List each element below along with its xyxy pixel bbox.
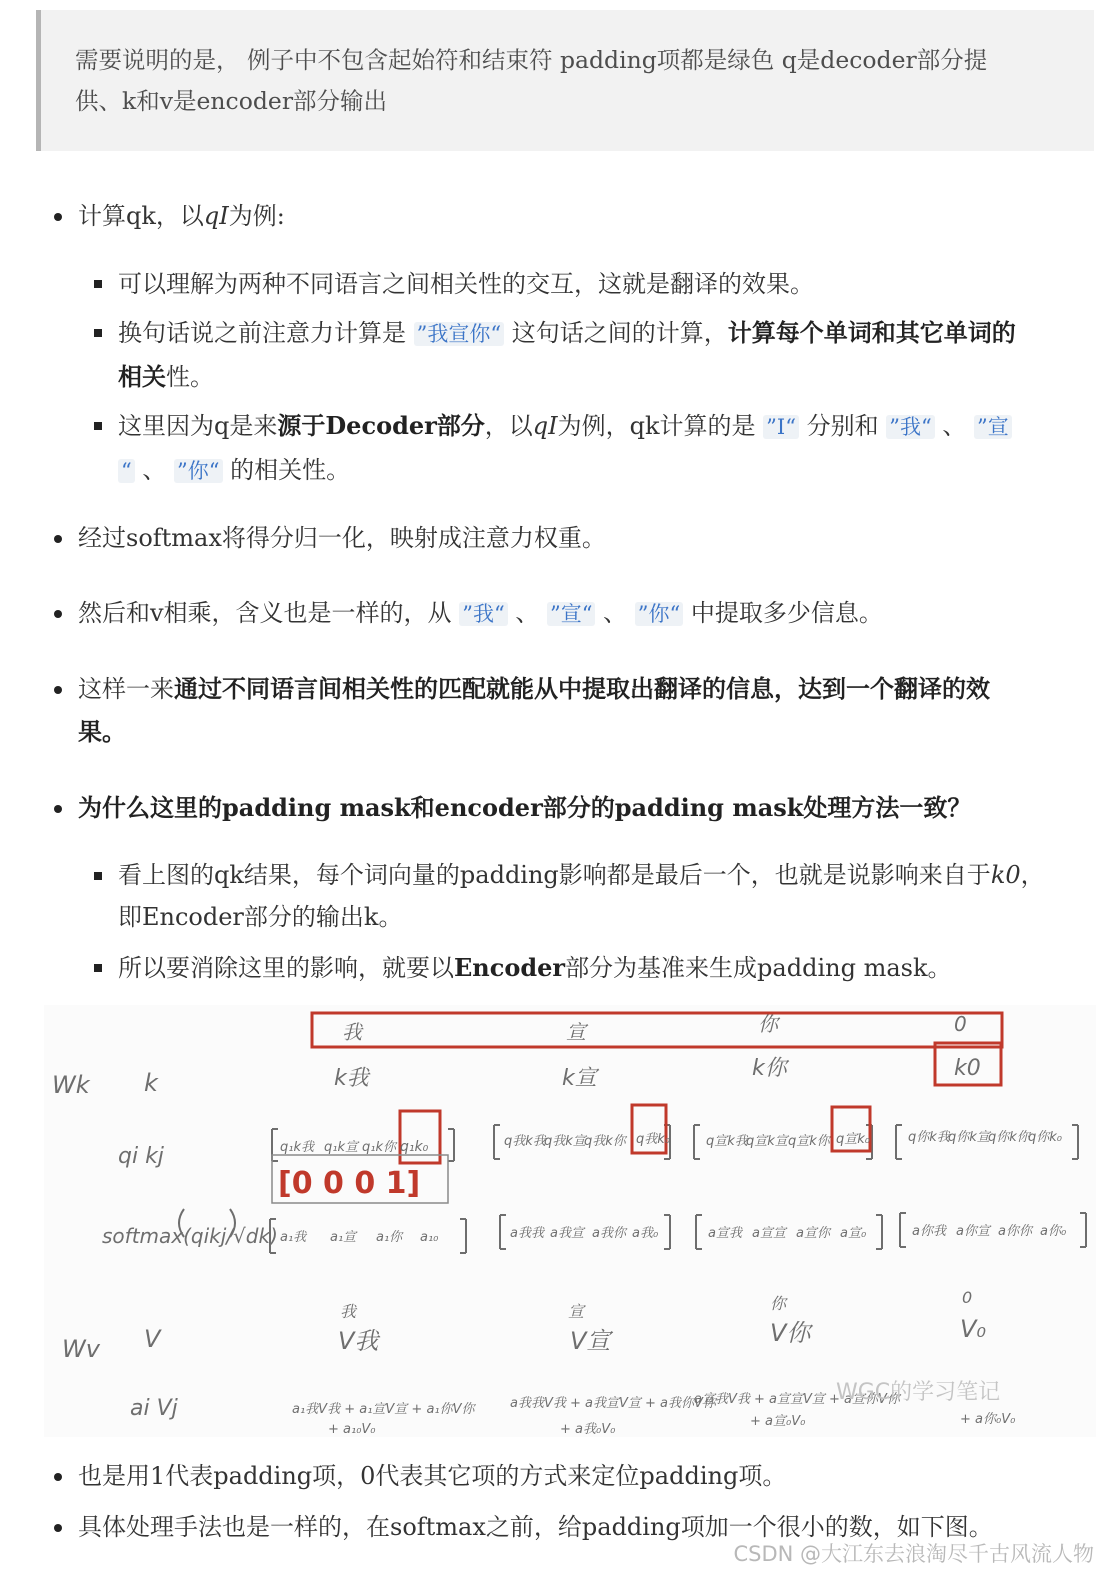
figure-canvas	[44, 1005, 1096, 1437]
note-quote	[36, 10, 1094, 151]
svg-text:a我我: a我我	[510, 1226, 544, 1241]
svg-text:q₁k我: q₁k我	[280, 1140, 314, 1155]
bullet-compute-qk	[78, 201, 285, 231]
v-header-ni: 你	[770, 1294, 787, 1313]
text: 换句话说之前注意力计算是	[118, 319, 406, 347]
text: ，	[1020, 861, 1045, 889]
svg-text:a₁我V我 + a₁宣V宣 + a₁你V你: a₁我V我 + a₁宣V宣 + a₁你V你	[292, 1402, 475, 1417]
bold-text: 果。	[78, 717, 126, 746]
svg-text:q宣k宣: q宣k宣	[746, 1134, 788, 1149]
col-header-wo: 我	[342, 1020, 362, 1044]
inline-code: ”I“	[763, 415, 799, 439]
sub-bullet-decoder-q	[118, 411, 1012, 442]
inline-code: ”我宣你“	[414, 322, 504, 346]
v-xuan: V宣	[570, 1327, 611, 1355]
svg-text:q我k我: q我k我	[504, 1134, 546, 1149]
v-header-zero: 0	[962, 1288, 973, 1307]
svg-text:a宣我V我 + a宣宣V宣 + a宣你V你: a宣我V我 + a宣宣V宣 + a宣你V你	[694, 1392, 900, 1407]
bullet-why-padding-mask	[78, 793, 971, 823]
row-label-qk: qi kj	[118, 1144, 164, 1169]
sub-bullet-decoder-q-line2	[118, 455, 350, 486]
text: 为例，qk计算的是	[557, 412, 756, 440]
bullet-square	[94, 329, 102, 337]
bold-text: 计算每个单词和其它单词的	[727, 318, 1016, 347]
svg-text:a宣₀: a宣₀	[840, 1226, 867, 1241]
svg-text:q我k你: q我k你	[584, 1134, 626, 1149]
bold-text: 为什么这里的padding mask和encoder部分的padding mask	[78, 793, 804, 822]
bullet-square	[94, 280, 102, 288]
math-k-0: k0	[990, 861, 1021, 889]
sub-bullet-qk-result-line2: 即Encoder部分的输出k。	[118, 903, 403, 931]
svg-text:q宣k我: q宣k我	[706, 1134, 748, 1149]
bullet-use-1-for-padding: 也是用1代表padding项，0代表其它项的方式来定位padding项。	[78, 1462, 787, 1490]
bullet-dot	[54, 213, 62, 221]
sub-bullet-interaction: 可以理解为两种不同语言之间相关性的交互，这就是翻译的效果。	[118, 270, 814, 298]
handwritten-attention-figure	[44, 1005, 1096, 1437]
bullet-square	[94, 872, 102, 880]
note-line-2: 供、k和v是encoder部分输出	[75, 87, 388, 115]
row-label-wk: Wk	[52, 1071, 90, 1099]
row-label-wv: Wv	[62, 1335, 100, 1363]
bold-text: Encoder	[454, 953, 566, 982]
q1k0-entry: q₁k₀	[400, 1139, 429, 1155]
text: 看上图的qk结果，每个词向量的padding影响都是最后一个，也就是说影响来自于	[118, 861, 991, 889]
v-header-wo: 我	[340, 1302, 357, 1321]
svg-text:a₁₀: a₁₀	[420, 1230, 439, 1245]
bold-text: 源于Decoder部分	[277, 411, 485, 440]
text: 中提取多少信息。	[690, 599, 883, 627]
bullet-dot	[54, 535, 62, 543]
svg-text:a宣我: a宣我	[708, 1226, 742, 1241]
text: 的相关性。	[230, 456, 351, 484]
svg-text:a你₀: a你₀	[1040, 1224, 1067, 1239]
math-q-i: qI	[203, 202, 229, 230]
text: 性。	[166, 363, 214, 391]
bullet-translation-effect-line2	[78, 717, 126, 747]
v-ni: V你	[770, 1319, 811, 1347]
text: 这里因为q是来	[118, 412, 278, 440]
svg-text:q你k你: q你k你	[988, 1130, 1030, 1145]
svg-text:q宣k你: q宣k你	[788, 1134, 830, 1149]
bullet-handling-method: 具体处理手法也是一样的，在softmax之前，给padding项加一个很小的数，如下图。	[78, 1513, 993, 1541]
svg-text:+ a₁₀V₀: + a₁₀V₀	[328, 1422, 376, 1437]
svg-text:a₁你: a₁你	[376, 1230, 403, 1245]
svg-text:a₁我: a₁我	[280, 1230, 307, 1245]
inline-code: ”我“	[886, 415, 934, 439]
sub-bullet-previous-attention	[118, 318, 1016, 349]
sub-bullet-encoder-basis	[118, 953, 952, 983]
text: ，以	[484, 412, 533, 440]
qxuank0-entry: q宣k₀	[836, 1132, 870, 1147]
k-label-xuan: k宣	[562, 1066, 597, 1091]
svg-text:q我k宣: q我k宣	[544, 1134, 586, 1149]
bullet-translation-effect	[78, 674, 990, 704]
bullet-square	[94, 422, 102, 430]
text: 部分为基准来生成padding mask。	[565, 954, 952, 982]
text: 分别和	[806, 412, 879, 440]
svg-text:a我₀: a我₀	[632, 1226, 659, 1241]
bullet-square	[94, 964, 102, 972]
svg-text:q你k宣: q你k宣	[948, 1130, 990, 1145]
bullet-dot	[54, 610, 62, 618]
note-line-1: 需要说明的是， 例子中不包含起始符和结束符 padding项都是绿色 q是decoder部分提	[75, 46, 988, 74]
svg-text:a你我: a你我	[912, 1224, 946, 1239]
red-header-box	[312, 1013, 1002, 1047]
bold-text: 通过不同语言间相关性的匹配就能从中提取出翻译的信息，达到一个翻译的效	[174, 674, 990, 703]
v-zero: V₀	[960, 1315, 987, 1343]
svg-text:a我我V我 + a我宣V宣 + a我你V你: a我我V我 + a我宣V宣 + a我你V你	[510, 1396, 716, 1411]
svg-text:a宣宣: a宣宣	[752, 1226, 786, 1241]
text: 、	[515, 599, 540, 627]
inline-code: “	[118, 459, 135, 483]
row-label-av: ai Vj	[130, 1396, 178, 1421]
svg-text:q₁k你: q₁k你	[362, 1140, 396, 1155]
bullet-dot	[54, 805, 62, 813]
v-header-xuan: 宣	[568, 1302, 585, 1321]
k-label-zero: k0	[954, 1056, 981, 1081]
svg-text:a₁宣: a₁宣	[330, 1230, 357, 1245]
inline-code: ”你“	[635, 602, 683, 626]
svg-text:a你你: a你你	[998, 1224, 1032, 1239]
svg-text:+ a宣₀V₀: + a宣₀V₀	[750, 1414, 806, 1429]
v-wo: V我	[338, 1327, 379, 1355]
col-header-zero: 0	[954, 1012, 967, 1036]
col-header-ni: 你	[758, 1012, 778, 1036]
inline-code: ”你“	[174, 459, 222, 483]
svg-text:a你宣: a你宣	[956, 1224, 990, 1239]
svg-text:q₁k宣: q₁k宣	[324, 1140, 358, 1155]
svg-text:a宣你: a宣你	[796, 1226, 830, 1241]
bullet-dot	[54, 1524, 62, 1532]
csdn-footer-watermark: CSDN @大江东去浪淘尽千古风流人物	[733, 1542, 1094, 1566]
inline-code: ”我“	[459, 602, 507, 626]
text: 这句话之间的计算，	[511, 319, 728, 347]
svg-text:a我宣: a我宣	[550, 1226, 584, 1241]
row-label-k: k	[144, 1069, 158, 1097]
bold-text: 处理方法一致？	[803, 793, 972, 822]
sub-bullet-previous-attention-line2	[118, 362, 214, 392]
text: 为例:	[228, 202, 285, 230]
col-header-xuan: 宣	[566, 1020, 586, 1044]
mask-vector: [0 0 0 1]	[278, 1166, 421, 1201]
bullet-dot	[54, 686, 62, 694]
text: 、	[142, 456, 167, 484]
text: 、	[942, 412, 967, 440]
qwok0-entry: q我k₀	[636, 1132, 670, 1147]
bullet-dot	[54, 1473, 62, 1481]
text: 、	[603, 599, 628, 627]
sub-bullet-qk-result	[118, 860, 1045, 890]
bullet-multiply-v	[78, 598, 883, 629]
inline-code: ”宣	[974, 415, 1012, 439]
svg-text:q你k我: q你k我	[908, 1130, 950, 1145]
text: 所以要消除这里的影响，就要以	[118, 954, 454, 982]
inline-code: ”宣“	[547, 602, 595, 626]
k-label-wo: k我	[334, 1066, 369, 1091]
text: 然后和v相乘，含义也是一样的，从	[78, 599, 452, 627]
math-q-i: qI	[532, 412, 558, 440]
text: 计算qk，以	[78, 202, 204, 230]
svg-text:+ a我₀V₀: + a我₀V₀	[560, 1422, 616, 1437]
svg-text:+ a你₀V₀: + a你₀V₀	[960, 1412, 1016, 1427]
row-label-v: V	[144, 1325, 161, 1353]
text: 这样一来	[78, 675, 174, 703]
svg-text:a我你: a我你	[592, 1226, 626, 1241]
svg-text:q你k₀: q你k₀	[1028, 1130, 1062, 1145]
bold-text: 相关	[118, 362, 166, 391]
k-label-ni: k你	[752, 1056, 787, 1081]
figure-watermark: WGC的学习笔记	[836, 1380, 1001, 1405]
bullet-softmax: 经过softmax将得分归一化，映射成注意力权重。	[78, 524, 606, 552]
row-label-softmax: softmax(qikj/√dk)	[102, 1224, 278, 1248]
